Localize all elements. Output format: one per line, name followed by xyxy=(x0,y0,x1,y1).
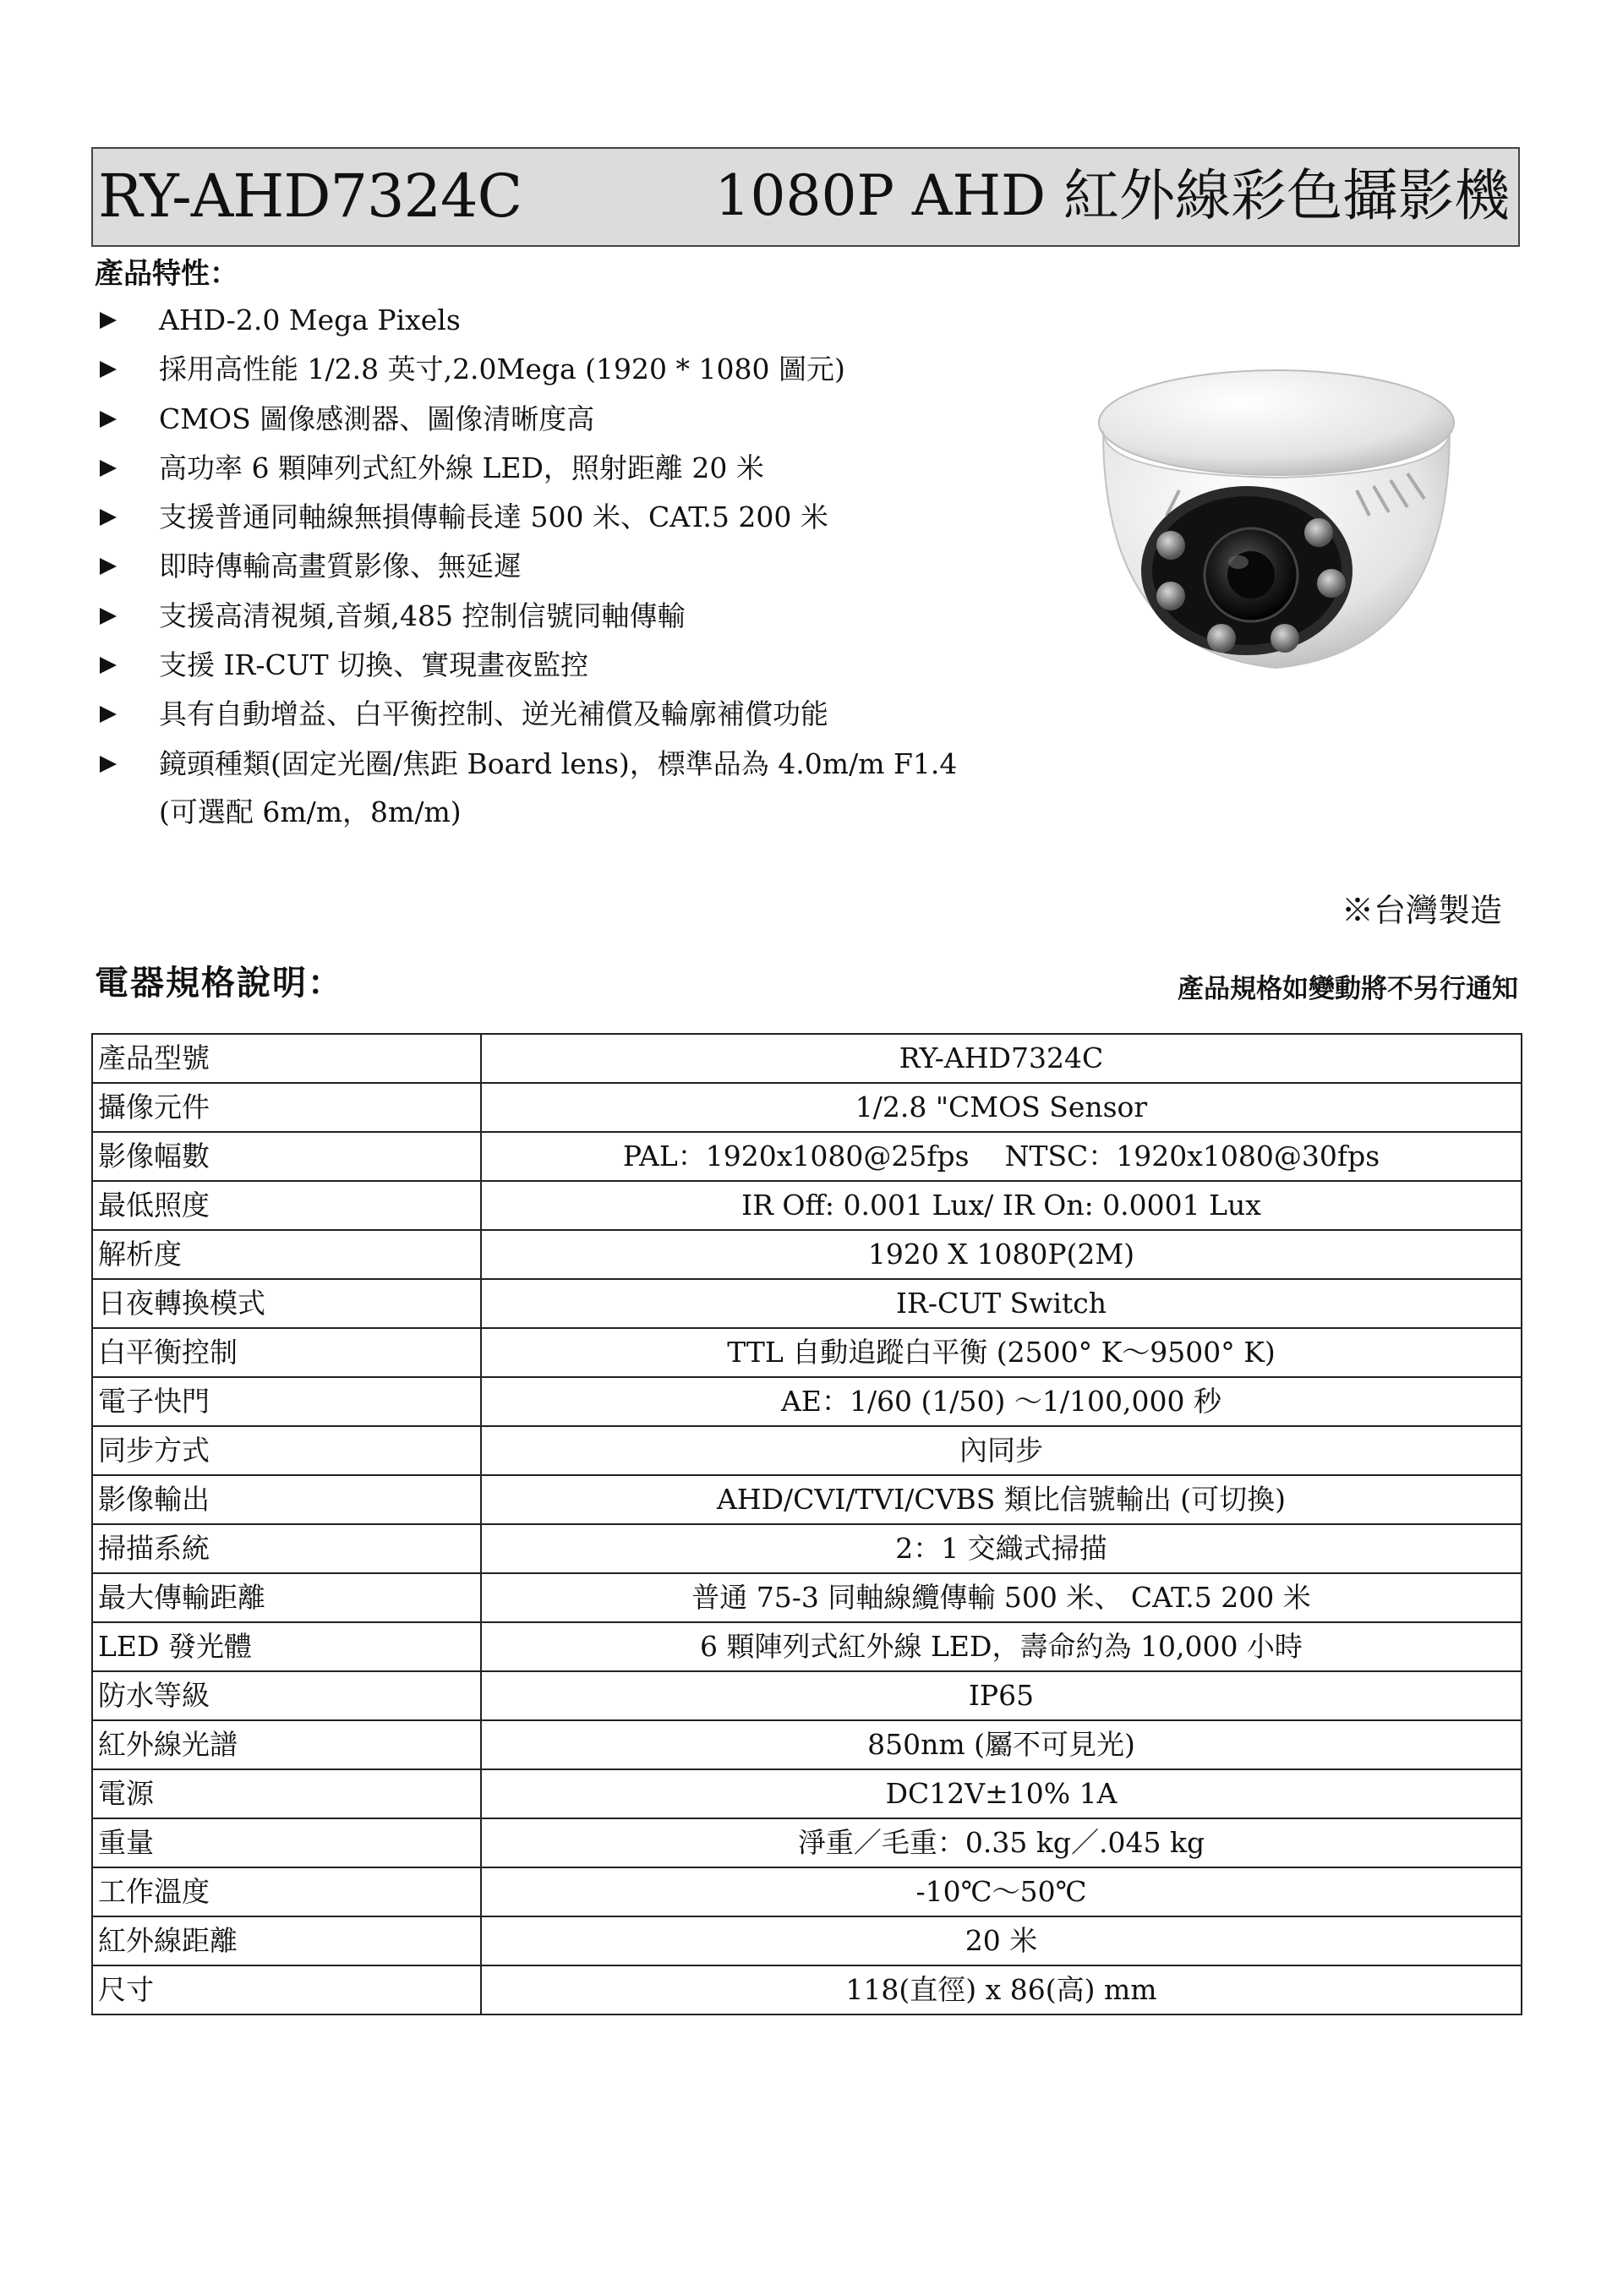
spec-value: AHD/CVI/TVI/CVBS 類比信號輸出 (可切換) xyxy=(481,1475,1522,1524)
spec-label: 日夜轉換模式 xyxy=(92,1279,481,1328)
spec-value: 1920 X 1080P(2M) xyxy=(481,1230,1522,1279)
table-row xyxy=(92,1965,1522,2014)
spec-label: 紅外線光譜 xyxy=(92,1720,481,1769)
feature-continuation: (可選配 6m/m，8m/m) xyxy=(159,795,462,828)
feature-item: AHD-2.0 Mega Pixels xyxy=(95,296,957,345)
spec-value: 118(直徑) x 86(高) mm xyxy=(481,1965,1522,2014)
table-row xyxy=(92,1573,1522,1622)
spec-label: 最大傳輸距離 xyxy=(92,1573,481,1622)
table-row xyxy=(92,1916,1522,1965)
feature-item: 具有自動增益、白平衡控制、逆光補償及輪廓補償功能 xyxy=(95,690,957,739)
spec-label: 影像幅數 xyxy=(92,1132,481,1181)
feature-item: CMOS 圖像感測器、圖像清晰度高 xyxy=(95,395,957,444)
spec-notice: 產品規格如變動將不另行通知 xyxy=(1178,974,1518,1004)
spec-label: 重量 xyxy=(92,1818,481,1867)
bullet-triangle-icon xyxy=(100,460,117,477)
spec-value: 內同步 xyxy=(481,1426,1522,1475)
spec-label: 掃描系統 xyxy=(92,1524,481,1573)
table-row xyxy=(92,1279,1522,1328)
spec-label: 產品型號 xyxy=(92,1034,481,1083)
spec-value: 2：1 交織式掃描 xyxy=(481,1524,1522,1573)
spec-label: 白平衡控制 xyxy=(92,1328,481,1377)
table-row xyxy=(92,1181,1522,1230)
product-model-title: RY-AHD7324C xyxy=(98,161,522,231)
bullet-triangle-icon xyxy=(100,756,117,773)
table-row xyxy=(92,1377,1522,1426)
spec-label: 尺寸 xyxy=(92,1965,481,2014)
dome-camera-image xyxy=(1078,364,1467,702)
features-heading: 產品特性： xyxy=(95,257,238,291)
spec-value: DC12V±10% 1A xyxy=(481,1769,1522,1818)
spec-label: 電源 xyxy=(92,1769,481,1818)
spec-value: 1/2.8 "CMOS Sensor xyxy=(481,1083,1522,1132)
bullet-triangle-icon xyxy=(100,706,117,723)
bullet-triangle-icon xyxy=(100,361,117,378)
spec-label: 影像輸出 xyxy=(92,1475,481,1524)
spec-value: TTL 自動追蹤白平衡 (2500° K～9500° K) xyxy=(481,1328,1522,1377)
spec-value: RY-AHD7324C xyxy=(481,1034,1522,1083)
spec-value: 普通 75-3 同軸線纜傳輸 500 米、 CAT.5 200 米 xyxy=(481,1573,1522,1622)
table-row xyxy=(92,1475,1522,1524)
bullet-triangle-icon xyxy=(100,509,117,526)
table-row xyxy=(92,1867,1522,1916)
spec-label: 工作溫度 xyxy=(92,1867,481,1916)
table-row xyxy=(92,1328,1522,1377)
feature-item: 支援高清視頻,音頻,485 控制信號同軸傳輸 xyxy=(95,592,957,641)
bullet-triangle-icon xyxy=(100,312,117,329)
feature-item: 支援普通同軸線無損傳輸長達 500 米、CAT.5 200 米 xyxy=(95,493,957,542)
table-row xyxy=(92,1671,1522,1720)
table-row xyxy=(92,1132,1522,1181)
table-row xyxy=(92,1622,1522,1671)
table-row xyxy=(92,1769,1522,1818)
spec-value: PAL：1920x1080@25fps NTSC：1920x1080@30fps xyxy=(481,1132,1522,1181)
feature-item: 高功率 6 顆陣列式紅外線 LED，照射距離 20 米 xyxy=(95,444,957,493)
bullet-triangle-icon xyxy=(100,411,117,428)
spec-heading: 電器規格說明： xyxy=(95,963,343,1003)
table-row xyxy=(92,1818,1522,1867)
spec-label: 電子快門 xyxy=(92,1377,481,1426)
spec-value: AE：1/60 (1/50) ～1/100,000 秒 xyxy=(481,1377,1522,1426)
bullet-triangle-icon xyxy=(100,657,117,674)
bullet-triangle-icon xyxy=(100,558,117,575)
spec-value: 850nm (屬不可見光) xyxy=(481,1720,1522,1769)
product-description-title: 1080P AHD 紅外線彩色攝影機 xyxy=(714,163,1510,228)
feature-item: 鏡頭種類(固定光圈/焦距 Board lens)，標準品為 4.0m/m F1.4 xyxy=(95,740,957,789)
feature-list xyxy=(95,296,957,789)
spec-label: 解析度 xyxy=(92,1230,481,1279)
spec-value: IR-CUT Switch xyxy=(481,1279,1522,1328)
spec-label: LED 發光體 xyxy=(92,1622,481,1671)
spec-label: 紅外線距離 xyxy=(92,1916,481,1965)
feature-item: 支援 IR-CUT 切換、實現畫夜監控 xyxy=(95,641,957,690)
spec-value: -10℃～50℃ xyxy=(481,1867,1522,1916)
table-row xyxy=(92,1230,1522,1279)
title-bar xyxy=(91,147,1520,247)
feature-item: 採用高性能 1/2.8 英寸,2.0Mega (1920 * 1080 圖元) xyxy=(95,345,957,394)
made-in-taiwan: ※台灣製造 xyxy=(1341,892,1502,929)
spec-value: 6 顆陣列式紅外線 LED，壽命約為 10,000 小時 xyxy=(481,1622,1522,1671)
spec-value: 20 米 xyxy=(481,1916,1522,1965)
bullet-triangle-icon xyxy=(100,608,117,625)
table-row xyxy=(92,1426,1522,1475)
feature-item: 即時傳輸高畫質影像、無延遲 xyxy=(95,542,957,591)
table-row xyxy=(92,1524,1522,1573)
spec-label: 同步方式 xyxy=(92,1426,481,1475)
table-row xyxy=(92,1034,1522,1083)
spec-label: 攝像元件 xyxy=(92,1083,481,1132)
table-row xyxy=(92,1720,1522,1769)
spec-value: 淨重／毛重：0.35 kg／.045 kg xyxy=(481,1818,1522,1867)
spec-table xyxy=(91,1033,1522,2015)
spec-label: 最低照度 xyxy=(92,1181,481,1230)
spec-label: 防水等級 xyxy=(92,1671,481,1720)
spec-value: IR Off: 0.001 Lux/ IR On: 0.0001 Lux xyxy=(481,1181,1522,1230)
table-row xyxy=(92,1083,1522,1132)
spec-value: IP65 xyxy=(481,1671,1522,1720)
